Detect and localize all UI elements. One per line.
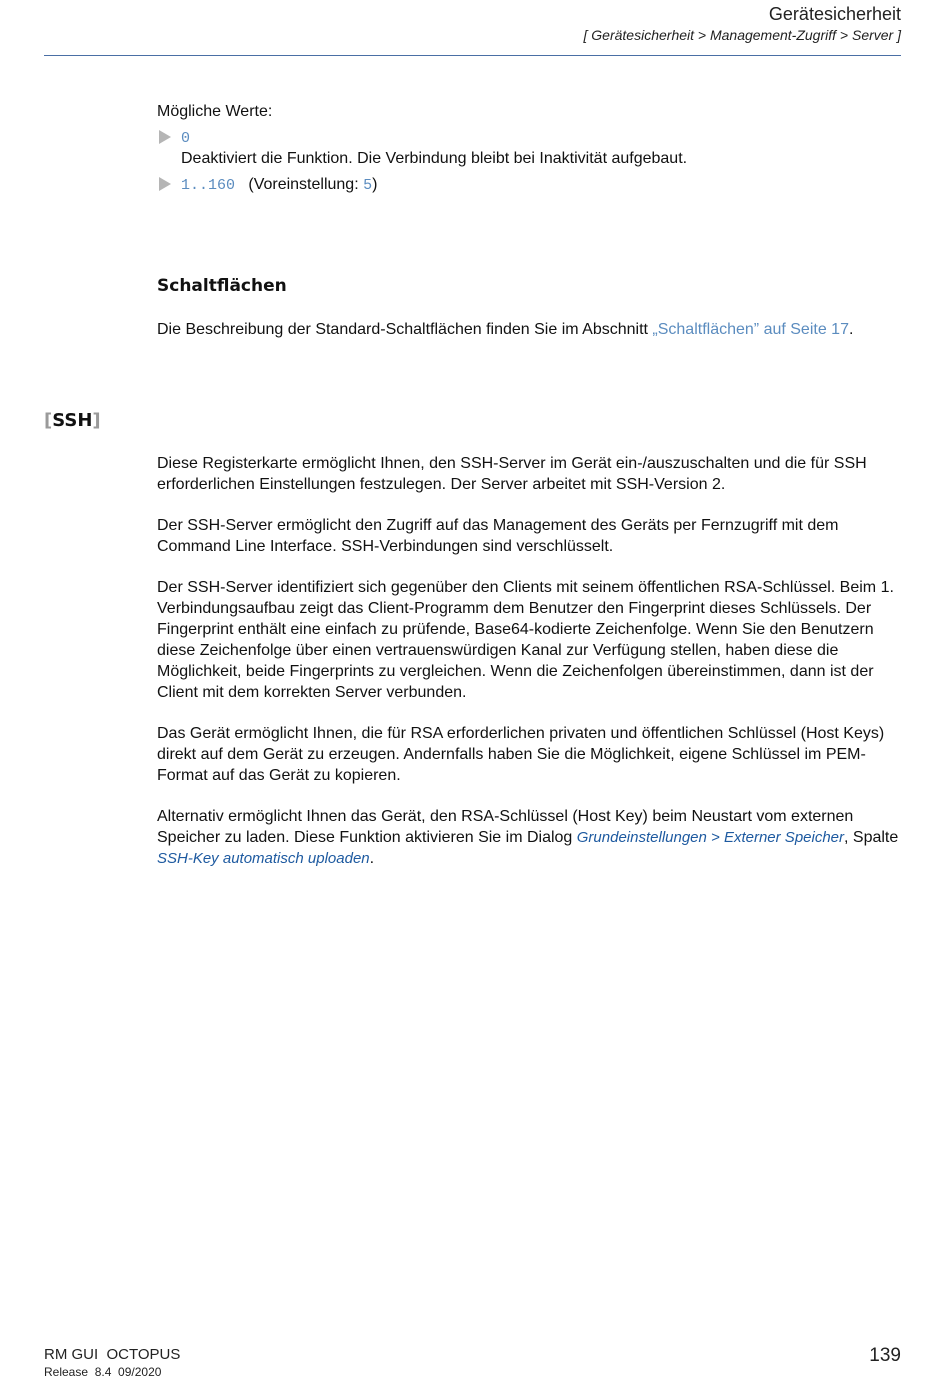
bracket-open: [ [44,410,53,431]
column-link-ssh-key-upload[interactable]: SSH-Key automatisch uploaden [157,850,370,867]
ssh-heading-text: SSH [52,410,93,431]
ssh-paragraph-2: Der SSH-Server ermöglicht den Zugriff auf das Management des Geräts per Fernzugriff mit dem Command Line Interface. SSH-Verbindungen sind verschlüsselt. [157,517,839,555]
default-value: 5 [363,177,373,194]
p5-text-b: , Spalte [844,829,899,846]
ssh-paragraph-1: Diese Registerkarte ermöglicht Ihnen, den SSH-Server im Gerät ein-/auszuschalten und die für SSH erforderlichen Einstellungen festzulegen. Der Server arbeitet mit SSH-Version 2. [157,455,867,493]
p5-text-c: . [369,850,375,867]
value-item-0 [181,127,926,149]
p5-text-a: Alternativ ermöglicht Ihnen das Gerät, den RSA-Schlüssel (Host Key) beim Neustart vom externen Speicher zu laden. Diese Funktion aktivieren Sie im Dialog [157,808,854,846]
buttons-text: Die Beschreibung der Standard-Schaltflächen finden Sie im Abschnitt [157,321,653,338]
section-heading-ssh [44,410,101,431]
default-close: ) [372,176,378,193]
value-code: 0 [181,130,191,147]
value-item-0-description: Deaktiviert die Funktion. Die Verbindung bleibt bei Inaktivität aufgebaut. [181,150,688,167]
breadcrumb: [ Gerätesicherheit > Management-Zugriff > Server ] [583,27,901,43]
ssh-paragraph-5 [157,806,902,869]
page-number: 139 [869,1345,901,1366]
ssh-paragraph-3: Der SSH-Server identifiziert sich gegenüber den Clients mit seinem öffentlichen RSA-Schlüssel. Beim 1. Verbindungsaufbau zeigt das Client-Programm dem Benutzer den Fingerprint dieses Schlüssels. Der Fingerprint enthält eine einfach zu prüfende, Base64-kodierte Zeichenfolge. Wenn Sie den Benutzern diese Zeichenfolge über einen vertrauenswürdigen Kanal zur Verfügung stellen, haben diese die Möglichkeit, beide Fingerprints zu vergleichen. Wenn die Zeichenfolgen übereinstimmen, dann ist der Client mit dem korrekten Server verbunden. [157,579,894,701]
page-header-title: Gerätesicherheit [768,4,901,24]
footer-product: RM GUI OCTOPUS [44,1346,181,1363]
ssh-paragraph-4: Das Gerät ermöglicht Ihnen, die für RSA erforderlichen privaten und öffentlichen Schlüssel (Host Keys) direkt auf dem Gerät zu erzeugen. Andernfalls haben Sie die Möglichkeit, eigene Schlüssel im PEM-Format auf das Gerät zu kopieren. [157,725,885,784]
bracket-close: ] [92,410,101,431]
value-code: 1..160 [181,177,236,194]
dialog-link-external-storage[interactable]: Grundeinstellungen > Externer Speicher [576,829,845,846]
value-item-range [181,174,926,196]
buttons-suffix: . [848,321,854,338]
footer-release: Release 8.4 09/2020 [44,1365,162,1379]
buttons-description [157,319,902,340]
bullet-triangle-icon [159,130,171,144]
bullet-triangle-icon [159,177,171,191]
values-heading: Mögliche Werte: [157,103,273,120]
default-label: (Voreinstellung: [248,176,364,193]
cross-reference-link[interactable]: „Schaltflächen” auf Seite 17 [652,321,849,338]
header-divider [44,55,901,56]
section-heading-buttons: Schaltflächen [157,276,287,296]
